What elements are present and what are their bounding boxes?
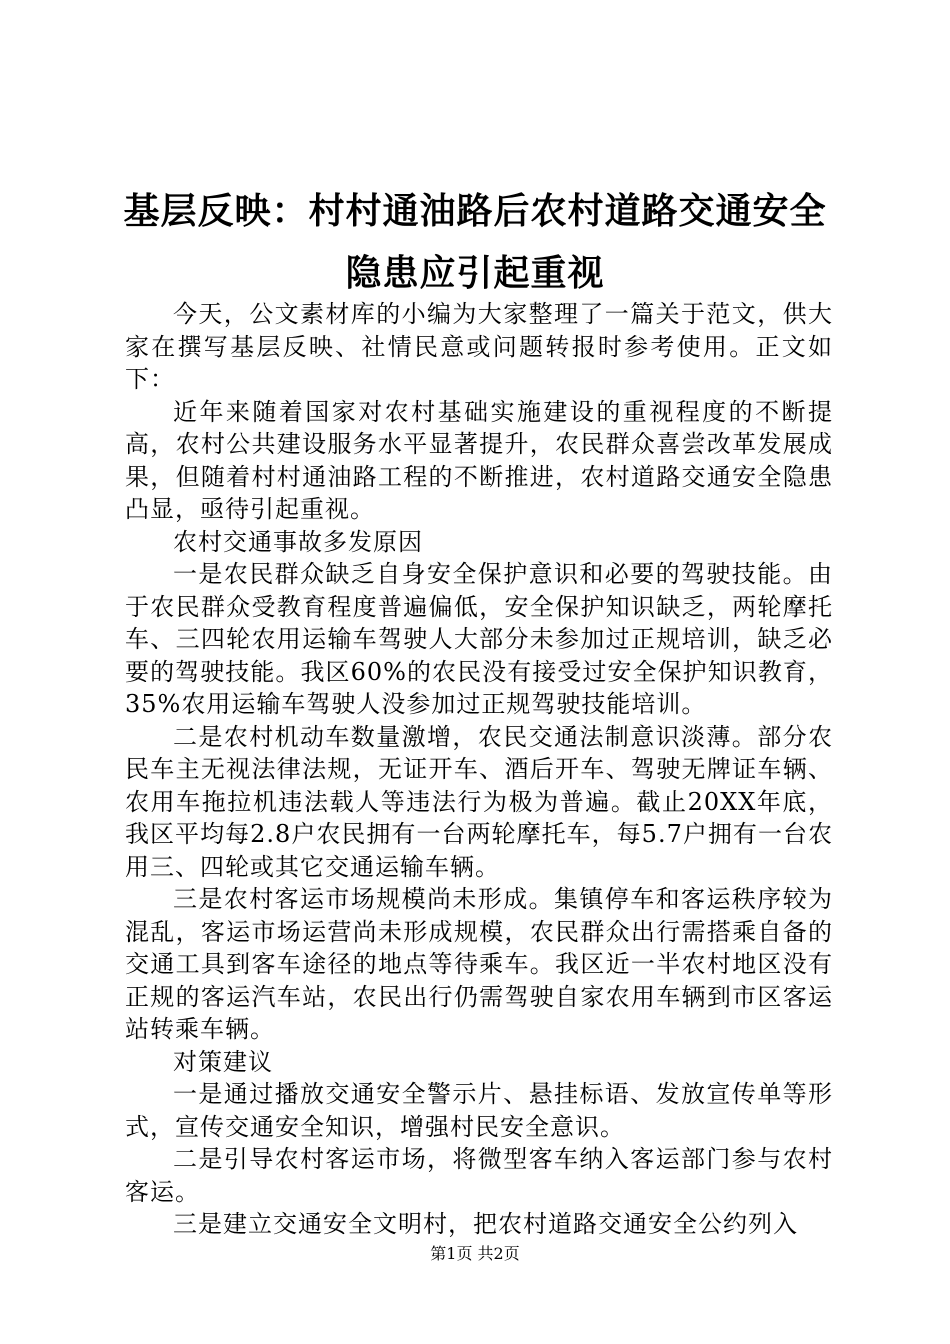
document-title: 基层反映：村村通油路后农村道路交通安全隐患应引起重视 <box>123 190 827 294</box>
paragraph-suggestion-1: 一是通过播放交通安全警示片、悬挂标语、发放宣传单等形式，宣传交通安全知识，增强村民安全意识。 <box>125 1080 833 1141</box>
paragraph-background: 近年来随着国家对农村基础实施建设的重视程度的不断提高，农村公共建设服务水平显著提升，农民群众喜尝改革发展成果，但随着村村通油路工程的不断推进，农村道路交通安全隐患凸显，亟待引起重视。 <box>125 397 833 523</box>
paragraph-cause-3: 三是农村客运市场规模尚未形成。集镇停车和客运秩序较为混乱，客运市场运营尚未形成规模，农民群众出行需搭乘自备的交通工具到客车途径的地点等待乘车。我区近一半农村地区没有正规的客运汽车站，农民出行仍需驾驶自家农用车辆到市区客运站转乘车辆。 <box>125 885 833 1043</box>
document-body <box>125 298 833 1241</box>
paragraph-suggestion-3: 三是建立交通安全文明村，把农村道路交通安全公约列入 <box>173 1210 798 1238</box>
paragraph-suggestion-2: 二是引导农村客运市场，将微型客车纳入客运部门参与农村客运。 <box>125 1145 833 1206</box>
paragraph-intro: 今天，公文素材库的小编为大家整理了一篇关于范文，供大家在撰写基层反映、社情民意或问题转报时参考使用。正文如下： <box>125 300 833 393</box>
section-heading-causes: 农村交通事故多发原因 <box>173 527 423 556</box>
paragraph-cause-1: 一是农民群众缺乏自身安全保护意识和必要的驾驶技能。由于农民群众受教育程度普遍偏低，安全保护知识缺乏，两轮摩托车、三四轮农用运输车驾驶人大部分未参加过正规培训，缺乏必要的驾驶技能。我区60%的农民没有接受过安全保护知识教育，35%农用运输车驾驶人没参加过正规驾驶技能培训。 <box>125 560 833 718</box>
paragraph-cause-2: 二是农村机动车数量激增，农民交通法制意识淡薄。部分农民车主无视法律法规，无证开车、酒后开车、驾驶无牌证车辆、农用车拖拉机违法载人等违法行为极为普遍。截止20XX年底，我区平均每2.8户农民拥有一台两轮摩托车，每5.7户拥有一台农用三、四轮或其它交通运输车辆。 <box>125 722 833 881</box>
page-footer: 第1页 共2页 <box>430 1244 520 1263</box>
section-heading-suggestions: 对策建议 <box>173 1047 273 1076</box>
